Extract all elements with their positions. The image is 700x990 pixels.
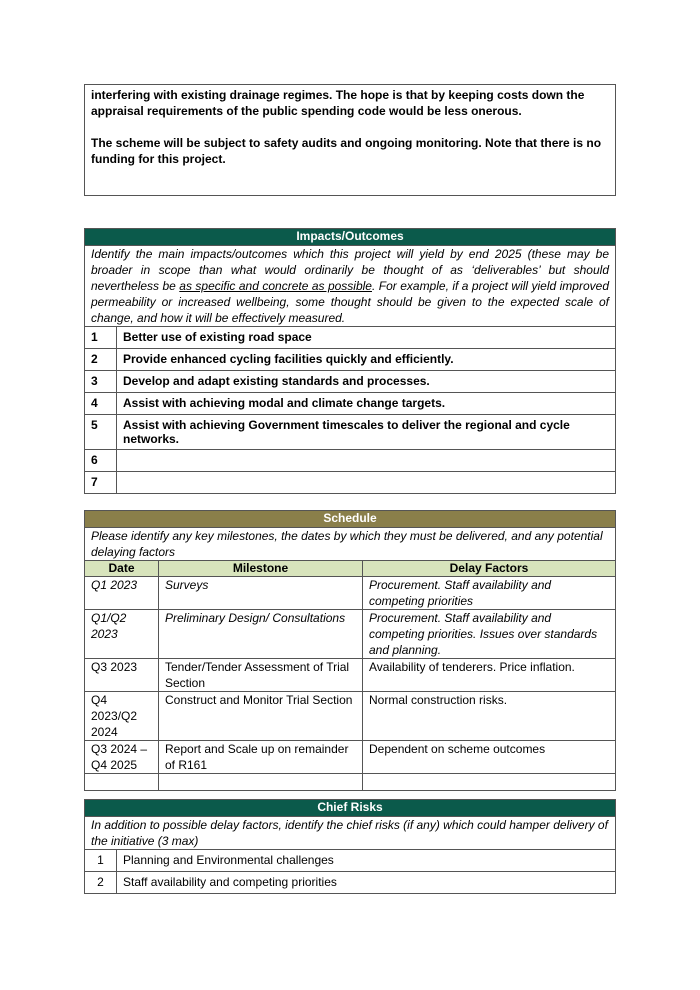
schedule-milestone: Report and Scale up on remainder of R161 — [159, 741, 363, 774]
schedule-empty-row — [85, 774, 616, 791]
impact-row — [85, 450, 616, 472]
impacts-instructions-underlined: as specific and concrete as possible — [179, 279, 372, 293]
risk-number: 2 — [85, 872, 117, 894]
schedule-date: Q3 2023 — [85, 659, 159, 692]
impact-text: Provide enhanced cycling facilities quickly and efficiently. — [117, 349, 616, 371]
schedule-title: Schedule — [85, 511, 616, 528]
impacts-instructions-part1: Identify the main impacts/outcomes which this project will yield by end 2025 (these may be broader in scope than what would ordinarily be thought of as ‘deliverables’ but should nevertheless be — [91, 247, 609, 293]
impact-number: 4 — [85, 393, 117, 415]
risk-number: 1 — [85, 850, 117, 872]
column-header-date: Date — [85, 561, 159, 577]
risk-text: Staff availability and competing priorities — [117, 872, 616, 894]
schedule-instructions: Please identify any key milestones, the dates by which they must be delivered, and any potential delaying factors — [85, 528, 616, 561]
schedule-row — [85, 659, 616, 692]
schedule-row — [85, 610, 616, 659]
column-header-milestone: Milestone — [159, 561, 363, 577]
impacts-instructions-part2: . For example, if a project will yield improved permeability or increased wellbeing, some thought should be given to the expected scale of change, and how it will be effectively measured. — [91, 279, 609, 325]
column-header-delay-factors: Delay Factors — [363, 561, 616, 577]
impact-row — [85, 371, 616, 393]
risk-row — [85, 872, 616, 894]
project-description-box — [84, 84, 616, 196]
impact-text: Assist with achieving modal and climate change targets. — [117, 393, 616, 415]
impacts-title: Impacts/Outcomes — [85, 229, 616, 246]
risks-title: Chief Risks — [85, 800, 616, 817]
empty-cell — [85, 774, 159, 791]
risk-row — [85, 850, 616, 872]
schedule-date: Q3 2024 – Q4 2025 — [85, 741, 159, 774]
empty-cell — [363, 774, 616, 791]
schedule-row — [85, 741, 616, 774]
schedule-milestone: Tender/Tender Assessment of Trial Section — [159, 659, 363, 692]
schedule-delay: Dependent on scheme outcomes — [363, 741, 616, 774]
impact-number: 5 — [85, 415, 117, 450]
impact-text: Better use of existing road space — [117, 327, 616, 349]
schedule-delay: Normal construction risks. — [363, 692, 616, 741]
impacts-instructions — [85, 246, 616, 327]
impact-text — [117, 472, 616, 494]
risk-text: Planning and Environmental challenges — [117, 850, 616, 872]
impact-row — [85, 415, 616, 450]
impact-row — [85, 327, 616, 349]
impact-number: 2 — [85, 349, 117, 371]
schedule-date: Q4 2023/Q2 2024 — [85, 692, 159, 741]
impact-text: Develop and adapt existing standards and processes. — [117, 371, 616, 393]
impact-number: 7 — [85, 472, 117, 494]
impact-number: 6 — [85, 450, 117, 472]
impact-row — [85, 393, 616, 415]
impacts-outcomes-table — [84, 228, 616, 494]
description-paragraph-2: The scheme will be subject to safety audits and ongoing monitoring. Note that there is no funding for this project. — [91, 136, 602, 166]
schedule-row — [85, 577, 616, 610]
schedule-milestone: Surveys — [159, 577, 363, 610]
risks-instructions: In addition to possible delay factors, identify the chief risks (if any) which could hamper delivery of the initiative (3 max) — [85, 817, 616, 850]
schedule-table — [84, 510, 616, 791]
impact-number: 3 — [85, 371, 117, 393]
schedule-delay: Availability of tenderers. Price inflation. — [363, 659, 616, 692]
schedule-milestone: Preliminary Design/ Consultations — [159, 610, 363, 659]
empty-cell — [159, 774, 363, 791]
schedule-date: Q1 2023 — [85, 577, 159, 610]
impact-row — [85, 472, 616, 494]
schedule-milestone: Construct and Monitor Trial Section — [159, 692, 363, 741]
schedule-row — [85, 692, 616, 741]
chief-risks-table — [84, 799, 616, 894]
impact-text: Assist with achieving Government timescales to deliver the regional and cycle networks. — [117, 415, 616, 450]
impact-text — [117, 450, 616, 472]
impact-number: 1 — [85, 327, 117, 349]
schedule-date: Q1/Q2 2023 — [85, 610, 159, 659]
impact-row — [85, 349, 616, 371]
schedule-delay: Procurement. Staff availability and competing priorities. Issues over standards and planning. — [363, 610, 616, 659]
schedule-delay: Procurement. Staff availability and competing priorities — [363, 577, 616, 610]
description-paragraph-1: interfering with existing drainage regimes. The hope is that by keeping costs down the appraisal requirements of the public spending code would be less onerous. — [91, 88, 585, 118]
